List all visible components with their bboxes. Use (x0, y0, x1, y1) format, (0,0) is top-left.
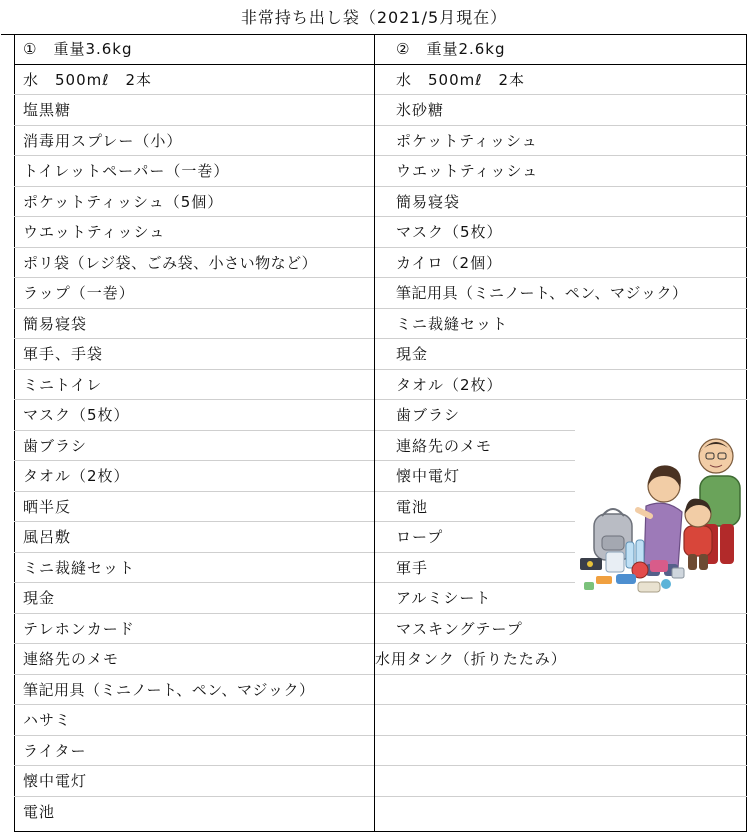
list-item: マスク（5枚） (14, 400, 374, 431)
list-item: 連絡先のメモ (14, 644, 374, 675)
list-item: 現金 (375, 339, 747, 370)
empty-row (375, 766, 747, 797)
list-item: 筆記用具（ミニノート、ペン、マジック） (375, 278, 747, 309)
list-item: 簡易寝袋 (375, 187, 747, 218)
list-item: トイレットペーパー（一巻） (14, 156, 374, 187)
list-item: ミニ裁縫セット (14, 553, 374, 584)
family-emergency-goods-illustration (576, 432, 746, 604)
list-item: 軍手 (375, 553, 575, 584)
list-item: 風呂敷 (14, 522, 374, 553)
list-item: ラップ（一巻） (14, 278, 374, 309)
list-item: 簡易寝袋 (14, 309, 374, 340)
list-item: 消毒用スプレー（小） (14, 126, 374, 157)
list-item: カイロ（2個） (375, 248, 747, 279)
list-item: 氷砂糖 (375, 95, 747, 126)
list-item: ライター (14, 736, 374, 767)
bag-1-header: ① 重量3.6kg (14, 34, 374, 65)
list-item: ロープ (375, 522, 575, 553)
list-item: 軍手、手袋 (14, 339, 374, 370)
list-item: 懐中電灯 (375, 461, 575, 492)
list-item: タオル（2枚） (375, 370, 747, 401)
bag-2-column (375, 34, 747, 827)
list-item: ポケットティッシュ（5個） (14, 187, 374, 218)
list-item: 水 500mℓ 2本 (14, 65, 374, 96)
list-item: 現金 (14, 583, 374, 614)
empty-row (375, 797, 747, 828)
list-item: ポケットティッシュ (375, 126, 747, 157)
list-item: 電池 (23, 802, 56, 821)
list-item: ミニトイレ (14, 370, 374, 401)
list-item: 晒半反 (14, 492, 374, 523)
list-item: 水 500mℓ 2本 (375, 65, 747, 96)
list-item: テレホンカード (14, 614, 374, 645)
child-figure (684, 499, 712, 570)
sheet-title: 非常持ち出し袋（2021/5月現在） (1, 1, 747, 35)
list-item: 歯ブラシ (14, 431, 374, 462)
list-item: 塩黒糖 (14, 95, 374, 126)
list-item: アルミシート (375, 583, 747, 614)
list-item: ポリ袋（レジ袋、ごみ袋、小さい物など） (14, 248, 374, 279)
list-item: ミニ裁縫セット (375, 309, 747, 340)
list-item: ハサミ (14, 705, 374, 736)
list-item: タオル（2枚） (14, 461, 374, 492)
list-item: マスキングテープ (375, 614, 747, 645)
list-item: ウエットティッシュ (14, 217, 374, 248)
list-item: マスク（5枚） (375, 217, 747, 248)
bag-1-column (14, 34, 374, 827)
bag-2-header: ② 重量2.6kg (375, 34, 747, 65)
list-item: 筆記用具（ミニノート、ペン、マジック） (14, 675, 374, 706)
list-item: 連絡先のメモ (375, 431, 575, 462)
empty-row (375, 675, 747, 706)
list-item: 水用タンク（折りたたみ） (375, 644, 747, 675)
empty-row (375, 705, 747, 736)
mother-figure (638, 465, 682, 576)
empty-row (375, 736, 747, 767)
list-item: 懐中電灯 (14, 766, 374, 797)
list-item: 電池 (375, 492, 575, 523)
list-item: 歯ブラシ (375, 400, 575, 431)
list-item: ウエットティッシュ (375, 156, 747, 187)
